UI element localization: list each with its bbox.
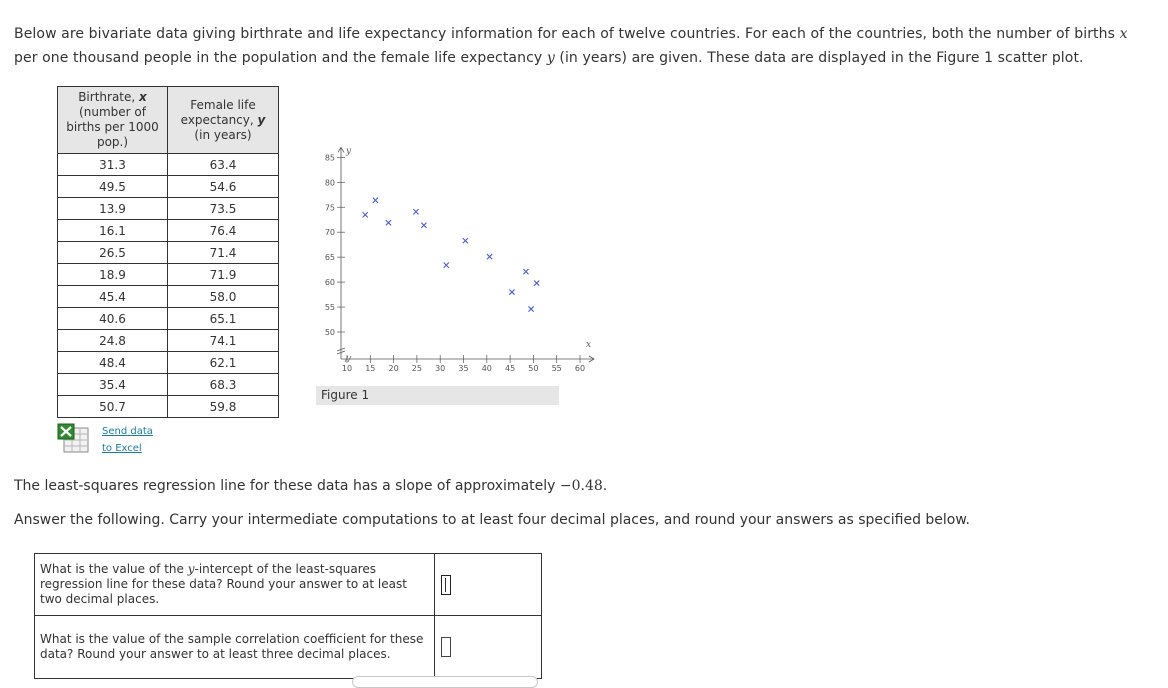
data-point: [444, 263, 449, 268]
x-tick-label: 60: [574, 364, 586, 373]
intro-paragraph: [14, 22, 1144, 70]
life-expectancy-cell: 71.4: [168, 242, 279, 264]
q1-text-before: What is the value of the: [40, 562, 188, 576]
y-tick-label: 85: [324, 153, 335, 163]
var-y: y: [546, 50, 555, 66]
x-tick-label: 35: [458, 364, 469, 373]
x-tick-label: 50: [528, 364, 539, 373]
life-expectancy-cell: 68.3: [168, 374, 279, 396]
table-row: [58, 264, 279, 286]
instructions: Answer the following. Carry your intermediate computations to at least four decimal places, and round your answers as specified below.: [14, 512, 970, 528]
x-tick-label: 30: [435, 364, 446, 373]
data-table: [57, 86, 279, 418]
table-row: [58, 220, 279, 242]
y-tick-label: 75: [324, 203, 335, 213]
table-row: [58, 176, 279, 198]
data-point: [421, 223, 426, 228]
header-y-line1: Female life: [190, 97, 256, 112]
y-tick-label: 60: [324, 278, 335, 288]
data-point: [463, 238, 468, 243]
table-row: [58, 154, 279, 176]
table-row: [58, 374, 279, 396]
birthrate-cell: 50.7: [58, 396, 168, 418]
data-point: [413, 209, 418, 214]
table-row: [58, 308, 279, 330]
excel-icon[interactable]: [57, 423, 89, 453]
header-life-expectancy: [168, 87, 279, 154]
x-axis-label: x: [586, 340, 592, 350]
table-row: [58, 198, 279, 220]
birthrate-cell: 24.8: [58, 330, 168, 352]
header-x-line4: pop.): [96, 135, 129, 149]
birthrate-cell: 49.5: [58, 176, 168, 198]
y-tick-label: 55: [324, 303, 335, 313]
x-tick-label: 45: [505, 364, 516, 373]
scatter-plot: [316, 136, 592, 376]
question-intercept: [35, 554, 435, 616]
x-tick-label: 25: [411, 364, 422, 373]
life-expectancy-cell: 58.0: [168, 286, 279, 308]
bottom-button[interactable]: [352, 676, 538, 688]
excel-link-line2[interactable]: to Excel: [102, 443, 142, 454]
question-table: [34, 553, 542, 679]
var-x: x: [1119, 26, 1128, 42]
send-data-to-excel-link[interactable]: [102, 423, 153, 457]
birthrate-cell: 35.4: [58, 374, 168, 396]
birthrate-cell: 40.6: [58, 308, 168, 330]
y-tick-label: 80: [324, 178, 335, 188]
table-row: [58, 242, 279, 264]
data-point: [487, 254, 492, 259]
birthrate-cell: 18.9: [58, 264, 168, 286]
header-x-line2: (number of: [79, 105, 146, 119]
slope-period: .: [602, 478, 608, 494]
birthrate-cell: 26.5: [58, 242, 168, 264]
intercept-answer-input[interactable]: [441, 575, 451, 595]
text-cursor: [445, 578, 446, 592]
q1-text-after: -intercept of the least-squares regression line for these data? Round your answer to at least two decimal places.: [40, 562, 407, 606]
header-x-line3: births per 1000: [66, 120, 159, 134]
correlation-answer-input[interactable]: [441, 637, 451, 657]
header-x-var: x: [139, 90, 147, 104]
x-tick-label: 20: [388, 364, 399, 373]
header-x-line1: Birthrate,: [78, 90, 140, 104]
excel-link-line1[interactable]: Send data: [102, 426, 153, 437]
data-point: [523, 269, 528, 274]
answer-cell-correlation: [435, 616, 542, 679]
answer-cell-intercept: [435, 554, 542, 616]
table-row: [58, 330, 279, 352]
x-tick-label: 10: [341, 364, 353, 373]
header-birthrate: [58, 87, 168, 154]
life-expectancy-cell: 71.9: [168, 264, 279, 286]
header-y-var: y: [257, 112, 266, 127]
birthrate-cell: 48.4: [58, 352, 168, 374]
figure-caption: Figure 1: [316, 386, 559, 405]
question-correlation: What is the value of the sample correlation coefficient for these data? Round your answer to at least three decimal places.: [35, 616, 435, 679]
header-y-line3: (in years): [194, 127, 252, 142]
table-row: [58, 286, 279, 308]
x-tick-label: 15: [365, 364, 376, 373]
header-y-line2: expectancy,: [180, 112, 258, 127]
data-point: [373, 198, 378, 203]
x-tick-label: 40: [481, 364, 492, 373]
data-point: [363, 212, 368, 217]
y-tick-label: 70: [324, 228, 335, 238]
y-axis-label: y: [346, 146, 352, 157]
slope-value: −0.48: [559, 478, 603, 494]
life-expectancy-cell: 74.1: [168, 330, 279, 352]
birthrate-cell: 45.4: [58, 286, 168, 308]
y-tick-label: 50: [324, 328, 335, 337]
data-point: [534, 280, 539, 285]
q1-var: y: [187, 562, 195, 576]
intro-text-3: (in years) are given. These data are displayed in the Figure 1 scatter plot.: [554, 50, 1084, 66]
data-point: [528, 306, 533, 311]
life-expectancy-cell: 63.4: [168, 154, 279, 176]
life-expectancy-cell: 59.8: [168, 396, 279, 418]
birthrate-cell: 16.1: [58, 220, 168, 242]
life-expectancy-cell: 62.1: [168, 352, 279, 374]
life-expectancy-cell: 76.4: [168, 220, 279, 242]
table-row: [58, 352, 279, 374]
birthrate-cell: 13.9: [58, 198, 168, 220]
data-point: [386, 220, 391, 225]
data-point: [509, 289, 514, 294]
birthrate-cell: 31.3: [58, 154, 168, 176]
intro-text-1: Below are bivariate data giving birthrate and life expectancy information for each of twelve countries. For each of the countries, both the number of births: [14, 26, 1120, 42]
intro-text-2: per one thousand people in the population and the female life expectancy: [14, 50, 547, 66]
life-expectancy-cell: 54.6: [168, 176, 279, 198]
slope-text: The least-squares regression line for these data has a slope of approximately: [14, 478, 560, 494]
x-tick-label: 55: [551, 364, 562, 373]
life-expectancy-cell: 73.5: [168, 198, 279, 220]
slope-statement: [14, 476, 607, 496]
y-tick-label: 65: [324, 253, 335, 263]
life-expectancy-cell: 65.1: [168, 308, 279, 330]
table-row: [58, 396, 279, 418]
